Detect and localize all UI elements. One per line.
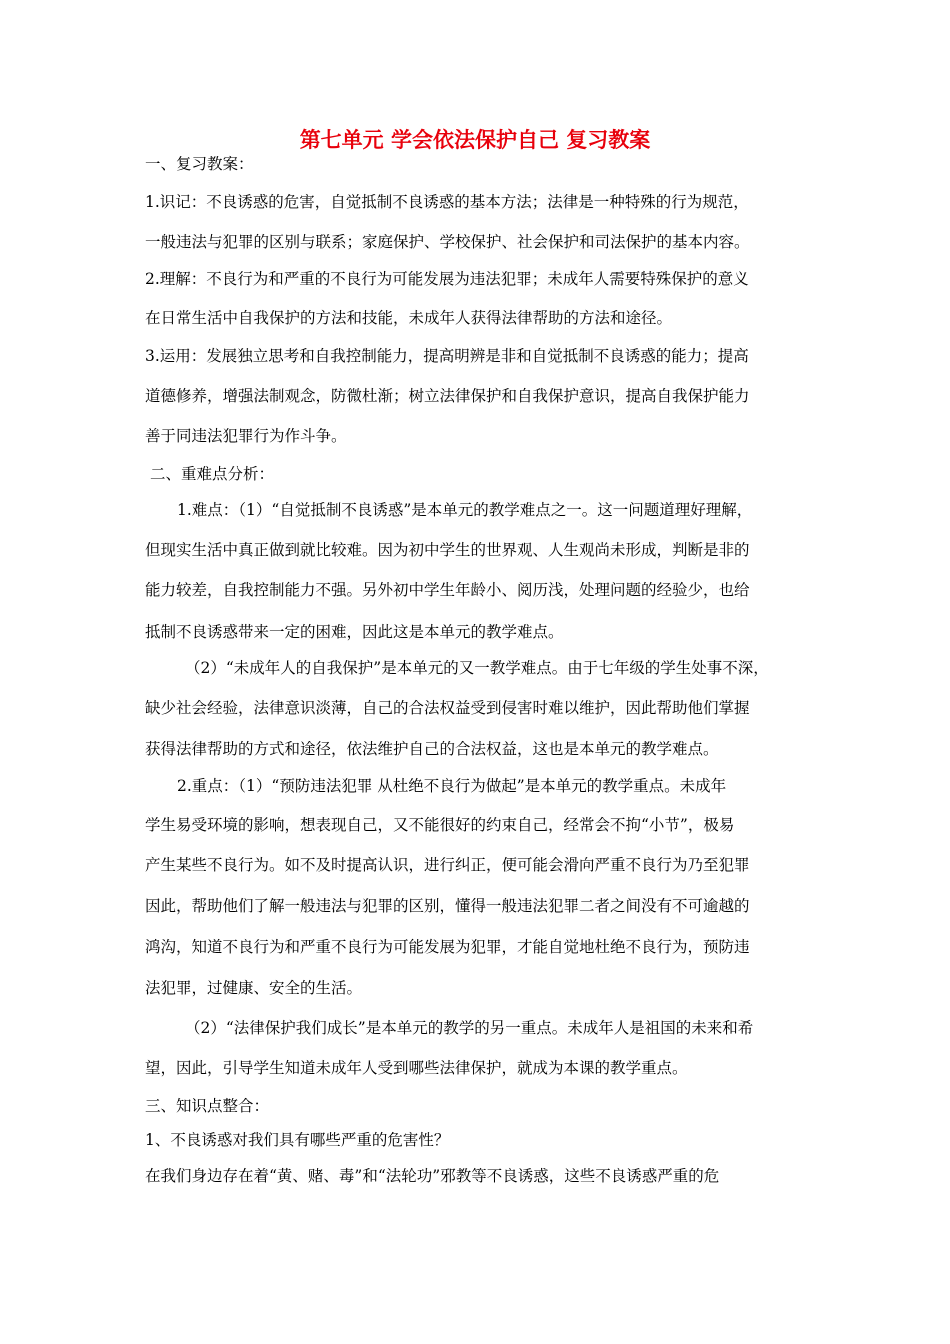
- paragraph-line: 产生某些不良行为。如不及时提高认识，进行纠正，便可能会滑向严重不良行为乃至犯罪: [145, 856, 750, 874]
- question-heading: 1、不良诱惑对我们具有哪些严重的危害性？: [145, 1131, 450, 1149]
- paragraph-line: 望，因此，引导学生知道未成年人受到哪些法律保护，就成为本课的教学重点。: [145, 1059, 688, 1077]
- paragraph-line: 在日常生活中自我保护的方法和技能，未成年人获得法律帮助的方法和途径。: [145, 309, 673, 327]
- document-title: 第七单元 学会依法保护自己 复习教案: [299, 128, 651, 152]
- paragraph-line: 学生易受环境的影响，想表现自己，又不能很好的约束自己，经常会不拘“小节”，极易: [145, 816, 735, 834]
- paragraph-line: 2.重点：（1）“预防违法犯罪 从杜绝不良行为做起”是本单元的教学重点。未成年: [177, 777, 727, 795]
- paragraph-line: 一般违法与犯罪的区别与联系；家庭保护、学校保护、社会保护和司法保护的基本内容。: [145, 233, 750, 251]
- paragraph-line: 1.识记：不良诱惑的危害，自觉抵制不良诱惑的基本方法；法律是一种特殊的行为规范，: [145, 193, 749, 211]
- paragraph-line: 3.运用：发展独立思考和自我控制能力，提高明辨是非和自觉抵制不良诱惑的能力；提高: [145, 347, 749, 365]
- paragraph-line: 善于同违法犯罪行为作斗争。: [145, 427, 347, 445]
- paragraph-line: 因此，帮助他们了解一般违法与犯罪的区别，懂得一般违法犯罪二者之间没有不可逾越的: [145, 897, 750, 915]
- paragraph-line: 获得法律帮助的方式和途径，依法维护自己的合法权益，这也是本单元的教学难点。: [145, 740, 719, 758]
- paragraph-line: （2）“未成年人的自我保护”是本单元的又一教学难点。由于七年级的学生处事不深，: [185, 659, 769, 677]
- paragraph-line: 1.难点：（1）“自觉抵制不良诱惑”是本单元的教学难点之一。这一问题道理好理解，: [177, 501, 753, 519]
- section-heading: 一、复习教案：: [145, 155, 254, 173]
- paragraph-line: 在我们身边存在着“黄、赌、毒”和“法轮功”邪教等不良诱惑，这些不良诱惑严重的危: [145, 1167, 720, 1185]
- paragraph-line: 能力较差，自我控制能力不强。另外初中学生年龄小、阅历浅，处理问题的经验少，也给: [145, 581, 750, 599]
- paragraph-line: 但现实生活中真正做到就比较难。因为初中学生的世界观、人生观尚未形成，判断是非的: [145, 541, 750, 559]
- paragraph-line: 2.理解：不良行为和严重的不良行为可能发展为违法犯罪；未成年人需要特殊保护的意义: [145, 270, 749, 288]
- paragraph-line: 缺少社会经验，法律意识淡薄，自己的合法权益受到侵害时难以维护，因此帮助他们掌握: [145, 699, 750, 717]
- section-heading: 二、重难点分析：: [150, 465, 275, 483]
- paragraph-line: 抵制不良诱惑带来一定的困难，因此这是本单元的教学难点。: [145, 623, 564, 641]
- section-heading: 三、知识点整合：: [145, 1097, 270, 1115]
- paragraph-line: 道德修养，增强法制观念，防微杜渐；树立法律保护和自我保护意识，提高自我保护能力: [145, 387, 750, 405]
- paragraph-line: 法犯罪，过健康、安全的生活。: [145, 979, 363, 997]
- paragraph-line: 鸿沟，知道不良行为和严重不良行为可能发展为犯罪，才能自觉地杜绝不良行为，预防违: [145, 938, 750, 956]
- paragraph-line: （2）“法律保护我们成长”是本单元的教学的另一重点。未成年人是祖国的未来和希: [185, 1019, 754, 1037]
